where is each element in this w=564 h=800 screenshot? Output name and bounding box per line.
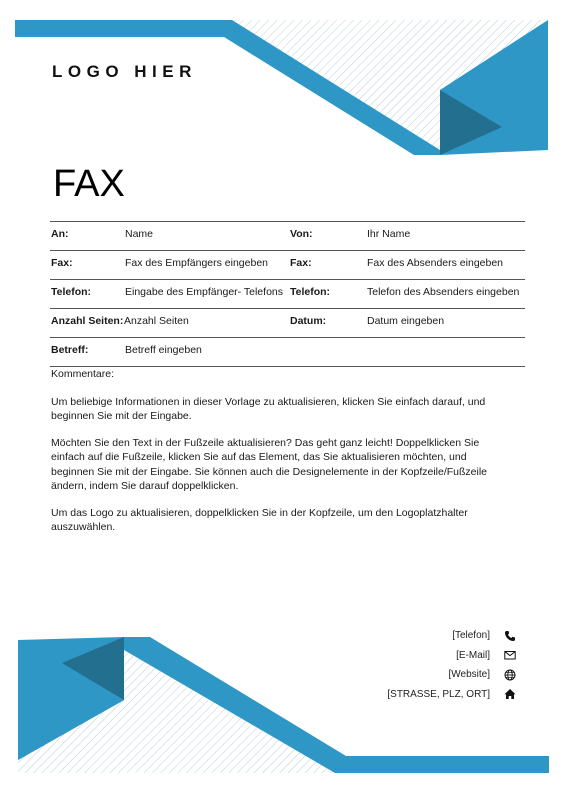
footer-website-row: [387, 665, 516, 685]
sender-fax-field[interactable]: Fax des Absenders eingeben: [367, 257, 504, 269]
table-row: [50, 250, 525, 279]
subject-field[interactable]: Betreff eingeben: [125, 344, 202, 356]
table-row: [50, 221, 525, 250]
recipient-phone-field[interactable]: Eingabe des Empfänger- Telefons: [125, 286, 283, 298]
footer-email[interactable]: [E-Mail]: [456, 649, 490, 661]
comments-paragraph[interactable]: Um das Logo zu aktualisieren, doppelklicken Sie in der Kopfzeile, um den Logoplatzhalter auszuwählen.: [51, 506, 468, 533]
comments-paragraph[interactable]: Um beliebige Informationen in dieser Vorlage zu aktualisieren, klicken Sie einfach darauf, und beginnen Sie mit der Eingabe.: [51, 395, 486, 422]
to-label: An:: [51, 228, 69, 240]
pages-field[interactable]: Anzahl Seiten: [124, 315, 189, 327]
to-name-field[interactable]: Name: [125, 228, 154, 240]
footer-address-row: [387, 685, 516, 705]
footer-website[interactable]: [Website]: [448, 669, 490, 681]
page-title: FAX: [53, 163, 125, 205]
from-label: Von:: [290, 228, 313, 240]
footer-address[interactable]: [STRASSE, PLZ, ORT]: [387, 688, 490, 700]
home-icon: [504, 688, 516, 700]
date-label: Datum:: [290, 315, 327, 327]
sender-phone-field[interactable]: Telefon des Absenders eingeben: [367, 286, 520, 298]
sender-phone-label: Telefon:: [290, 286, 331, 298]
pages-label: Anzahl Seiten:: [51, 315, 124, 327]
logo-placeholder[interactable]: LOGO HIER: [52, 62, 197, 81]
phone-icon: [504, 630, 516, 642]
footer-email-row: [387, 646, 516, 666]
comments-paragraph[interactable]: Möchten Sie den Text in der Fußzeile aktualisieren? Das geht ganz leicht! Doppelklicken Sie einfach auf die Fußzeile, klicken Sie auf das Element, das Sie aktualisieren möchten, und beginnen Sie mit der Eingabe. Sie können auch die Designelemente in der Kopfzeile/Fußzeile ändern, indem Sie darauf doppelklicken.: [51, 436, 488, 492]
date-field[interactable]: Datum eingeben: [367, 315, 445, 327]
from-name-field[interactable]: Ihr Name: [367, 228, 411, 240]
footer-phone-row: [387, 626, 516, 646]
envelope-icon: [504, 649, 516, 661]
globe-icon: [504, 669, 516, 681]
table-row: [50, 279, 525, 308]
footer-phone[interactable]: [Telefon]: [452, 630, 490, 642]
recipient-phone-label: Telefon:: [51, 286, 92, 298]
recipient-fax-field[interactable]: Fax des Empfängers eingeben: [125, 257, 269, 269]
table-row: [50, 308, 525, 337]
comments-section: [51, 367, 511, 547]
recipient-fax-label: Fax:: [51, 257, 73, 269]
subject-label: Betreff:: [51, 344, 89, 356]
comments-label: Kommentare:: [51, 368, 115, 380]
fax-fields-table: [50, 221, 525, 367]
footer-contact: [387, 626, 516, 704]
table-row: [50, 337, 525, 367]
sender-fax-label: Fax:: [290, 257, 312, 269]
